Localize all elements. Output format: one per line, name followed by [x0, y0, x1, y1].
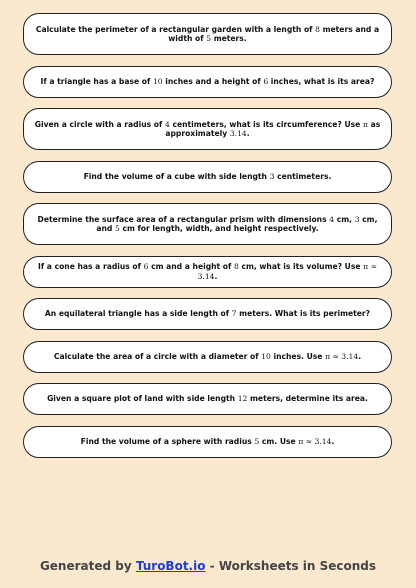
math-value: 6 — [263, 76, 269, 86]
question-text-segment: meters and a width of — [168, 24, 380, 43]
question-text-segment: Given a square plot of land with side length — [47, 394, 238, 404]
math-value: π ≈ 3.14 — [197, 262, 377, 281]
question-text-segment: cm, and — [96, 214, 378, 233]
math-value: 8 — [315, 24, 320, 34]
question-text-segment: as approximately — [165, 119, 381, 138]
footer-prefix: Generated by — [39, 559, 136, 573]
question-text — [34, 25, 381, 43]
question-card — [23, 426, 392, 458]
math-value: 10 — [261, 351, 271, 361]
question-text — [81, 437, 335, 446]
question-text-segment: . — [246, 129, 250, 138]
question-card — [23, 298, 392, 330]
question-card — [23, 13, 392, 55]
question-text-segment: meters. What is its perimeter? — [236, 309, 371, 319]
question-text-segment: cm. Use — [259, 436, 299, 446]
math-value: π ≈ 3.14 — [325, 351, 359, 361]
question-text-segment: centimeters, what is its circumference? Use — [169, 119, 363, 129]
question-text-segment: Find the volume of a cube with side length — [83, 171, 270, 181]
question-text-segment: cm for length, width, and height respectively. — [119, 224, 319, 233]
question-text-segment: Determine the surface area of a rectangular prism with dimensions — [37, 214, 330, 224]
question-text — [41, 77, 375, 86]
math-value: 4 — [164, 119, 170, 129]
math-value: 6 — [143, 262, 149, 272]
math-value: π ≈ 3.14 — [298, 436, 332, 446]
math-value: 3.14 — [229, 129, 247, 138]
question-text-segment: centimeters. — [274, 171, 332, 181]
question-text-segment: meters, determine its area. — [247, 394, 368, 404]
math-value: π — [362, 119, 368, 129]
question-text-segment: Find the volume of a sphere with radius — [80, 436, 255, 446]
math-value: 10 — [152, 76, 163, 86]
question-text-segment: cm and a height of — [148, 262, 234, 272]
math-value: 8 — [233, 262, 239, 272]
question-card — [23, 256, 392, 288]
question-text-segment: . — [331, 436, 335, 446]
brand-link[interactable]: TuroBot.io — [135, 559, 206, 573]
question-text — [47, 394, 368, 403]
math-value: 5 — [254, 436, 260, 446]
question-card — [23, 383, 392, 415]
math-value: 7 — [231, 309, 237, 319]
question-text-segment: Given a circle with a radius of — [34, 119, 165, 129]
question-text-segment: cm, what is its volume? Use — [238, 262, 364, 272]
footer-suffix: - Worksheets in Seconds — [205, 559, 377, 573]
question-text — [45, 309, 370, 318]
question-text-segment: cm, — [334, 214, 355, 224]
question-text-segment: inches, what is its area? — [268, 76, 375, 86]
question-text-segment: An equilateral triangle has a side length of — [44, 309, 232, 319]
math-value: 12 — [237, 394, 248, 404]
question-text-segment: Calculate the area of a circle with a diameter of — [53, 351, 262, 361]
math-value: 5 — [114, 224, 120, 233]
question-text-segment: inches. Use — [270, 351, 326, 361]
math-value: 3 — [354, 214, 360, 224]
question-text-segment: . — [358, 351, 362, 361]
question-text-segment: If a cone has a radius of — [38, 262, 144, 272]
question-text-segment: meters. — [211, 34, 247, 43]
question-text-segment: . — [214, 271, 218, 281]
question-text — [84, 172, 332, 181]
question-card — [23, 66, 392, 98]
question-card — [23, 161, 392, 193]
question-text-segment: inches and a height of — [162, 76, 264, 86]
question-text — [34, 120, 381, 138]
question-card — [23, 108, 392, 150]
question-text — [34, 215, 381, 233]
question-card — [23, 203, 392, 245]
math-value: 4 — [329, 214, 335, 224]
math-value: 5 — [206, 34, 212, 43]
question-text — [34, 262, 381, 280]
question-card — [23, 341, 392, 373]
footer — [0, 559, 416, 573]
question-list — [23, 13, 392, 458]
question-text-segment: Calculate the perimeter of a rectangular garden with a length of — [35, 24, 316, 34]
question-text-segment: If a triangle has a base of — [40, 76, 153, 86]
question-text — [54, 352, 361, 361]
math-value: 3 — [269, 171, 275, 181]
